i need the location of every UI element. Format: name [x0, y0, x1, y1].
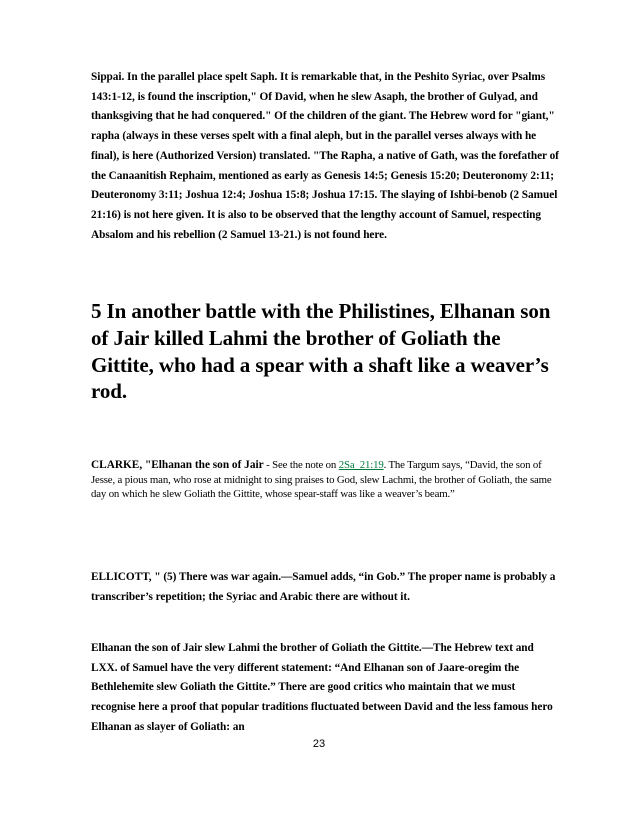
clarke-body: . The Targum says, “David, the son of Jesse, a pious man, who rose at midnight to sing praises to God, slew Lachmi, the brother of Goliath, the same day on which he slew Goliath the Gittite, whose spear-staff was like a weaver’s beam.” — [91, 459, 552, 501]
ellicott-note: Elhanan the son of Jair slew Lahmi the brother of Goliath the Gittite.—The Hebrew text and LXX. of Samuel have the very different statement: “And Elhanan son of Jaare-oregim the Bethlehemite slew Goliath the Gittite.” There are good critics who maintain that we must recognise here a proof that popular traditions fluctuated between David and the less famous hero Elhanan as slayer of Goliath: an — [91, 642, 553, 733]
ellicott-commentary: ELLICOTT, " (5) There was war again.—Samuel adds, “in Gob.” The proper name is probably a transcriber’s repetition; the Syriac and Arabic there are without it. — [91, 571, 556, 603]
scripture-reference-link[interactable]: 2Sa_21:19 — [338, 459, 384, 471]
commentary-paragraph: Sippai. In the parallel place spelt Saph. It is remarkable that, in the Peshito Syriac, over Psalms 143:1-12, is found the inscription," Of David, when he slew Asaph, the brother of Gulyad, and thanksgiving that he had conquered." Of the children of the giant. The Hebrew word for "giant," rapha (always in these verses spelt with a final aleph, but in the parallel verses always with he final), is here (Authorized Version) translated. "The Rapha, a native of Gath, was the forefather of the Canaanitish Rephaim, mentioned as early as Genesis 14:5; Genesis 15:20; Deuteronomy 2:11; Deuteronomy 3:11; Joshua 12:4; Joshua 15:8; Joshua 17:15. The slaying of Ishbi-benob (2 Samuel 21:16) is not here given. It is also to be observed that the lengthy account of Samuel, respecting Absalom and his rebellion (2 Samuel 13-21.) is not found here. — [91, 71, 559, 241]
verse-heading: 5 In another battle with the Philistines, Elhanan son of Jair killed Lahmi the brother of Goliath the Gittite, who had a spear with a shaft like a weaver’s rod. — [91, 299, 551, 404]
clarke-heading: CLARKE, "Elhanan the son of Jair — [91, 459, 264, 471]
page-number: 23 — [312, 738, 326, 750]
clarke-intro: - See the note on — [263, 459, 339, 471]
clarke-commentary — [91, 458, 561, 502]
